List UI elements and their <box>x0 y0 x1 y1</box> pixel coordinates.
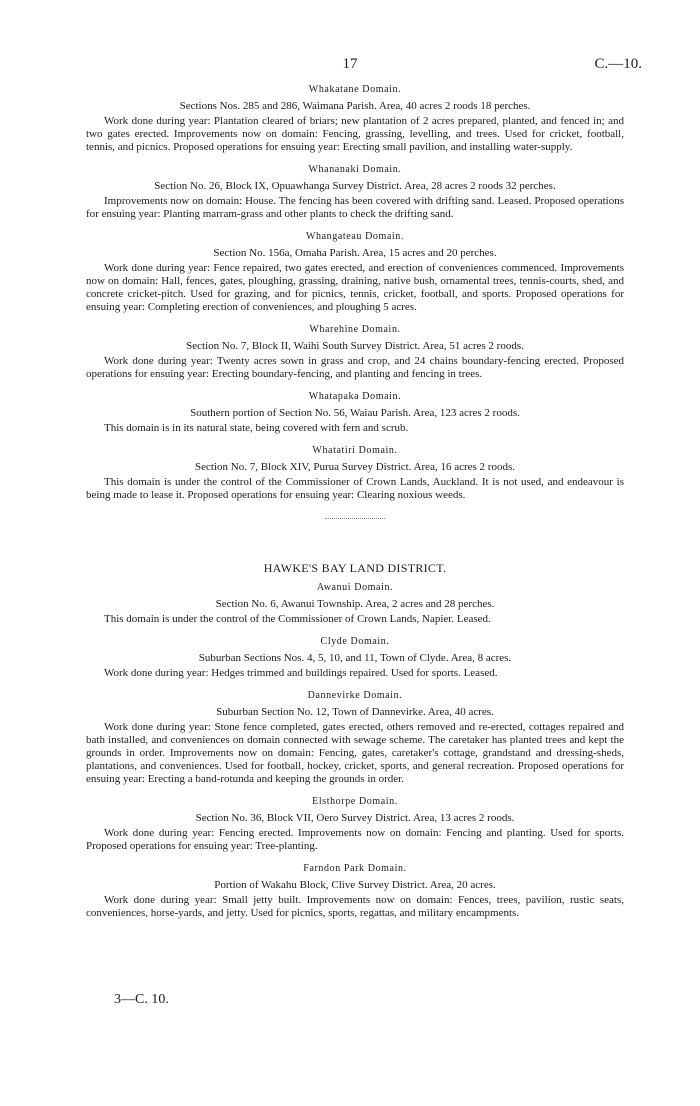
domain-description: Improvements now on domain: House. The fencing has been covered with drifting sand. Leased. Proposed operations for ensuing year: Planting marram-grass and other plants to check the drifting sand. <box>86 195 624 220</box>
domain-location: Section No. 26, Block IX, Opuawhanga Survey District. Area, 28 acres 2 roods 32 perches. <box>154 180 556 192</box>
domain-list-auckland <box>86 84 624 502</box>
domain-location: Portion of Wakahu Block, Clive Survey District. Area, 20 acres. <box>214 879 496 891</box>
domain-entry <box>86 636 624 680</box>
domain-heading: Whakatane Domain. <box>308 84 402 95</box>
domain-heading: Whatatiri Domain. <box>312 445 398 456</box>
domain-location: Section No. 7, Block XIV, Purua Survey District. Area, 16 acres 2 roods. <box>195 461 515 473</box>
domain-location: Section No. 156a, Omaha Parish. Area, 15 acres and 20 perches. <box>213 247 497 259</box>
domain-description: This domain is under the control of the Commissioner of Crown Lands, Napier. Leased. <box>104 613 491 625</box>
signature-mark: 3—C. 10. <box>114 992 169 1007</box>
domain-description: This domain is in its natural state, being covered with fern and scrub. <box>104 422 409 434</box>
domain-entry <box>86 231 624 314</box>
domain-heading: Wharehine Domain. <box>309 324 401 335</box>
domain-description: Work done during year: Fencing erected. Improvements now on domain: Fencing and planting. Used for sports. Proposed operations for ensuing year: Tree-planting. <box>86 827 624 852</box>
domain-description: Work done during year: Twenty acres sown in grass and crop, and 24 chains boundary-fencing erected. Proposed operations for ensuing year: Erecting boundary-fencing, and planting and fencing in trees. <box>86 355 624 380</box>
domain-list-hawkes-bay <box>86 582 624 920</box>
section-divider <box>325 518 385 519</box>
domain-description: Work done during year: Hedges trimmed and buildings repaired. Used for sports. Leased. <box>104 667 498 679</box>
domain-heading: Clyde Domain. <box>320 636 390 647</box>
domain-location: Suburban Section No. 12, Town of Dannevirke. Area, 40 acres. <box>216 706 494 718</box>
domain-location: Sections Nos. 285 and 286, Waimana Parish. Area, 40 acres 2 roods 18 perches. <box>179 100 531 112</box>
domain-location: Suburban Sections Nos. 4, 5, 10, and 11, Town of Clyde. Area, 8 acres. <box>198 652 512 664</box>
domain-entry <box>86 796 624 853</box>
domain-location: Southern portion of Section No. 56, Waiau Parish. Area, 123 acres 2 roods. <box>190 407 520 419</box>
domain-entry <box>86 324 624 381</box>
domain-description: This domain is under the control of the Commissioner of Crown Lands, Auckland. It is not used, and endeavour is being made to lease it. Proposed operations for ensuing year: Clearing noxious weeds. <box>86 476 624 501</box>
domain-heading: Whangateau Domain. <box>306 231 404 242</box>
domain-entry <box>86 690 624 786</box>
domain-description: Work done during year: Fence repaired, two gates erected, and erection of conveniences commenced. Improvements now on domain: Hall, fences, gates, ploughing, grassing, draining, native bush, ornamental trees, tennis-courts, shed, and concrete cricket-pitch. Used for grazing, and for picnics, tennis, cricket, football, and sports. Proposed operations for ensuing year: Completing erection of conveniences, and ploughing 5 acres. <box>86 262 624 313</box>
domain-entry <box>86 391 624 435</box>
domain-entry <box>86 445 624 502</box>
document-reference: C.—10. <box>594 56 642 72</box>
page-content <box>86 84 624 930</box>
domain-heading: Awanui Domain. <box>316 582 394 593</box>
domain-heading: Farndon Park Domain. <box>303 863 407 874</box>
domain-entry <box>86 164 624 221</box>
domain-heading: Elsthorpe Domain. <box>312 796 398 807</box>
domain-entry <box>86 582 624 626</box>
domain-entry <box>86 84 624 154</box>
page-number: 17 <box>342 56 358 72</box>
domain-description: Work done during year: Stone fence completed, gates erected, others removed and re-erected, cottages repaired and bath installed, and conveniences on domain connected with sewage scheme. The caretaker has planted trees and kept the grounds in order. Improvements now on domain: Fencing, gates, caretaker's cottage, grandstand and dressing-sheds, plantations, and conveniences. Used for football, hockey, cricket, sports, and general recreation. Proposed operations for ensuing year: Erecting a band-rotunda and keeping the grounds in order. <box>86 721 624 785</box>
domain-location: Section No. 6, Awanui Township. Area, 2 acres and 28 perches. <box>215 598 495 610</box>
domain-entry <box>86 863 624 920</box>
domain-heading: Whananaki Domain. <box>308 164 402 175</box>
district-title: HAWKE'S BAY LAND DISTRICT. <box>263 561 447 575</box>
domain-description: Work done during year: Small jetty built. Improvements now on domain: Fences, trees, pavilion, rustic seats, conveniences, horse-yards, and jetty. Used for picnics, sports, regattas, and military encampments. <box>86 894 624 919</box>
domain-location: Section No. 7, Block II, Waihi South Survey District. Area, 51 acres 2 roods. <box>186 340 524 352</box>
domain-heading: Whatapaka Domain. <box>308 391 402 402</box>
domain-heading: Dannevirke Domain. <box>307 690 403 701</box>
domain-description: Work done during year: Plantation cleared of briars; new plantation of 2 acres prepared, planted, and fenced in; and two gates erected. Improvements now on domain: Fencing, grassing, levelling, and trees. Used for cricket, football, tennis, and picnics. Proposed operations for ensuing year: Erecting small pavilion, and installing water-supply. <box>86 115 624 153</box>
domain-location: Section No. 36, Block VII, Oero Survey District. Area, 13 acres 2 roods. <box>195 812 515 824</box>
